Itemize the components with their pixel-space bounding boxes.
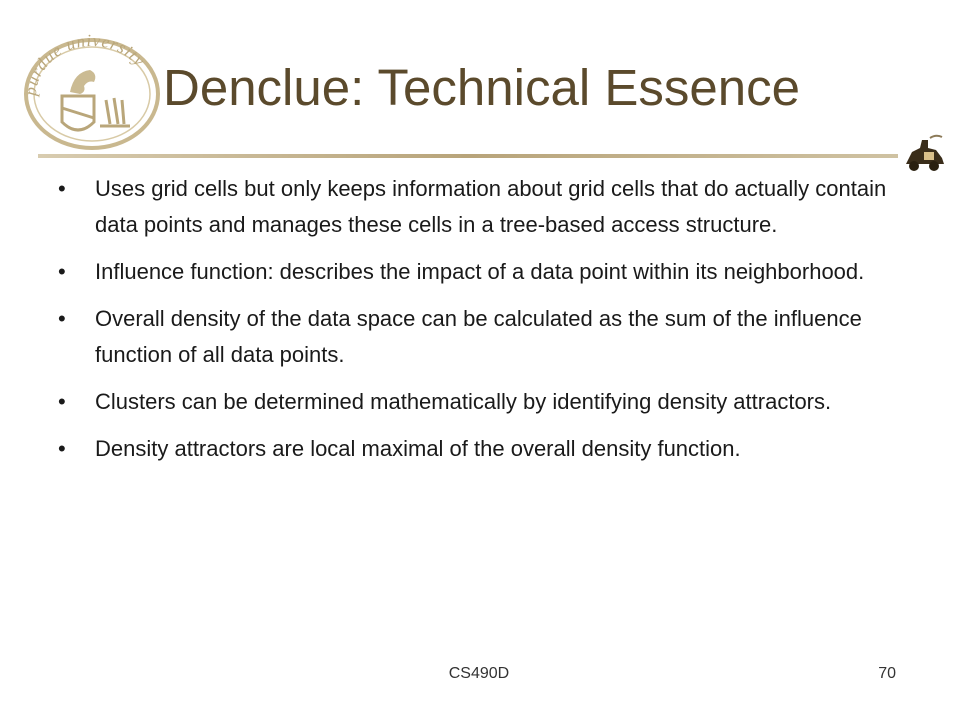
slide-title: Denclue: Technical Essence xyxy=(163,59,800,116)
locomotive-icon xyxy=(900,134,950,176)
bullet-marker: • xyxy=(58,436,66,461)
bullet-item xyxy=(58,254,908,290)
university-seal-icon xyxy=(14,30,170,150)
bullet-text: Overall density of the data space can be calculated as the sum of the influence function of all data points. xyxy=(95,306,862,367)
bullet-marker: • xyxy=(58,176,66,201)
bullet-text: Influence function: describes the impact of a data point within its neighborhood. xyxy=(95,259,865,284)
bullet-list xyxy=(58,171,908,478)
bullet-item xyxy=(58,301,908,373)
bullet-item xyxy=(58,431,908,467)
bullet-marker: • xyxy=(58,259,66,284)
footer-course-label: CS490D xyxy=(448,665,510,682)
footer-page-number: 70 xyxy=(878,665,896,682)
bullet-item xyxy=(58,384,908,420)
svg-text:purdue university xyxy=(21,31,150,98)
bullet-marker: • xyxy=(58,306,66,331)
bullet-text: Uses grid cells but only keeps information about grid cells that do actually contain data points and manages these cells in a tree-based access structure. xyxy=(95,176,887,237)
bullet-text: Clusters can be determined mathematically by identifying density attractors. xyxy=(95,389,832,414)
bullet-text: Density attractors are local maximal of the overall density function. xyxy=(95,436,741,461)
bullet-item xyxy=(58,171,908,243)
seal-text: purdue university xyxy=(20,30,150,97)
bullet-marker: • xyxy=(58,389,66,414)
title-divider xyxy=(38,153,898,159)
